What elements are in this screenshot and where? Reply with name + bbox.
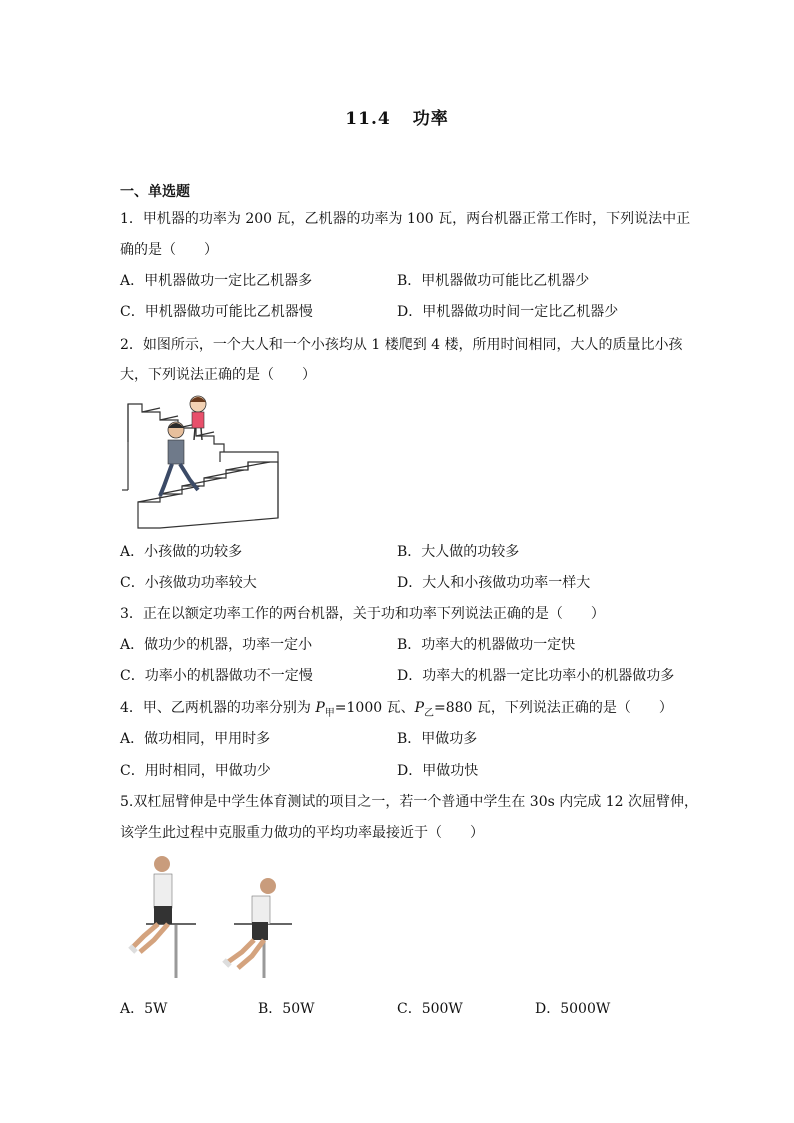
dips-figure xyxy=(124,852,304,982)
q2-option-b: B．大人做的功较多 xyxy=(397,544,520,560)
q1-option-a: A．甲机器做功一定比乙机器多 xyxy=(120,273,313,289)
q4-sub-yi: 乙 xyxy=(424,708,435,719)
man-figure xyxy=(160,422,198,496)
q4-p-symbol-2: P xyxy=(414,700,425,716)
q2-stem-line1: 2．如图所示，一个大人和一个小孩均从 1 楼爬到 4 楼，所用时间相同，大人的质量比小孩 xyxy=(120,337,683,353)
student-extended xyxy=(130,856,196,978)
q2-option-d: D．大人和小孩做功功率一样大 xyxy=(397,575,591,591)
q4-stem xyxy=(120,697,673,717)
q5-option-a: A．5W xyxy=(120,1001,168,1017)
q5-option-c: C．500W xyxy=(397,1001,463,1017)
q2-stem-line2: 大，下列说法正确的是（ ） xyxy=(120,367,316,383)
q4-option-b: B．甲做功多 xyxy=(397,731,478,747)
q3-stem: 3．正在以额定功率工作的两台机器，关于功和功率下列说法正确的是（ ） xyxy=(120,606,605,622)
q3-option-c: C．功率小的机器做功不一定慢 xyxy=(120,668,313,684)
q4-suffix: =880 瓦，下列说法正确的是（ ） xyxy=(434,700,673,716)
q4-option-d: D．甲做功快 xyxy=(397,763,479,779)
q4-option-a: A．做功相同，甲用时多 xyxy=(120,731,271,747)
q4-sub-jia: 甲 xyxy=(324,708,335,719)
q5-option-b: B．50W xyxy=(258,1001,315,1017)
q5-option-d: D．5000W xyxy=(535,1001,611,1017)
stairs-figure xyxy=(120,390,280,532)
q1-option-d: D．甲机器做功时间一定比乙机器少 xyxy=(397,304,619,320)
q4-prefix: 4．甲、乙两机器的功率分别为 xyxy=(120,700,316,716)
q1-stem-line1: 1．甲机器的功率为 200 瓦，乙机器的功率为 100 瓦，两台机器正常工作时，下列说法中正 xyxy=(120,211,691,227)
q1-stem-line2: 确的是（ ） xyxy=(120,242,218,258)
girl-figure xyxy=(190,396,206,440)
section-heading: 一、单选题 xyxy=(120,184,190,200)
q2-option-c: C．小孩做功功率较大 xyxy=(120,575,257,591)
page-title xyxy=(0,104,794,129)
title-number: 11.4 xyxy=(345,109,391,129)
title-text: 功率 xyxy=(412,109,449,129)
q1-option-c: C．甲机器做功可能比乙机器慢 xyxy=(120,304,313,320)
q4-option-c: C．用时相同，甲做功少 xyxy=(120,763,271,779)
q5-stem-line2: 该学生此过程中克服重力做功的平均功率最接近于（ ） xyxy=(120,825,484,841)
q2-option-a: A．小孩做的功较多 xyxy=(120,544,243,560)
q5-stem-line1: 5.双杠屈臂伸是中学生体育测试的项目之一，若一个普通中学生在 30s 内完成 12 次屈臂伸， xyxy=(120,794,698,810)
q4-p-symbol: P xyxy=(315,700,325,716)
q3-option-a: A．做功少的机器，功率一定小 xyxy=(120,637,313,653)
q3-option-d: D．功率大的机器一定比功率小的机器做功多 xyxy=(397,668,675,684)
q4-mid: =1000 瓦、 xyxy=(334,700,415,716)
q1-option-b: B．甲机器做功可能比乙机器少 xyxy=(397,273,590,289)
q3-option-b: B．功率大的机器做功一定快 xyxy=(397,637,576,653)
student-bent xyxy=(224,878,292,978)
